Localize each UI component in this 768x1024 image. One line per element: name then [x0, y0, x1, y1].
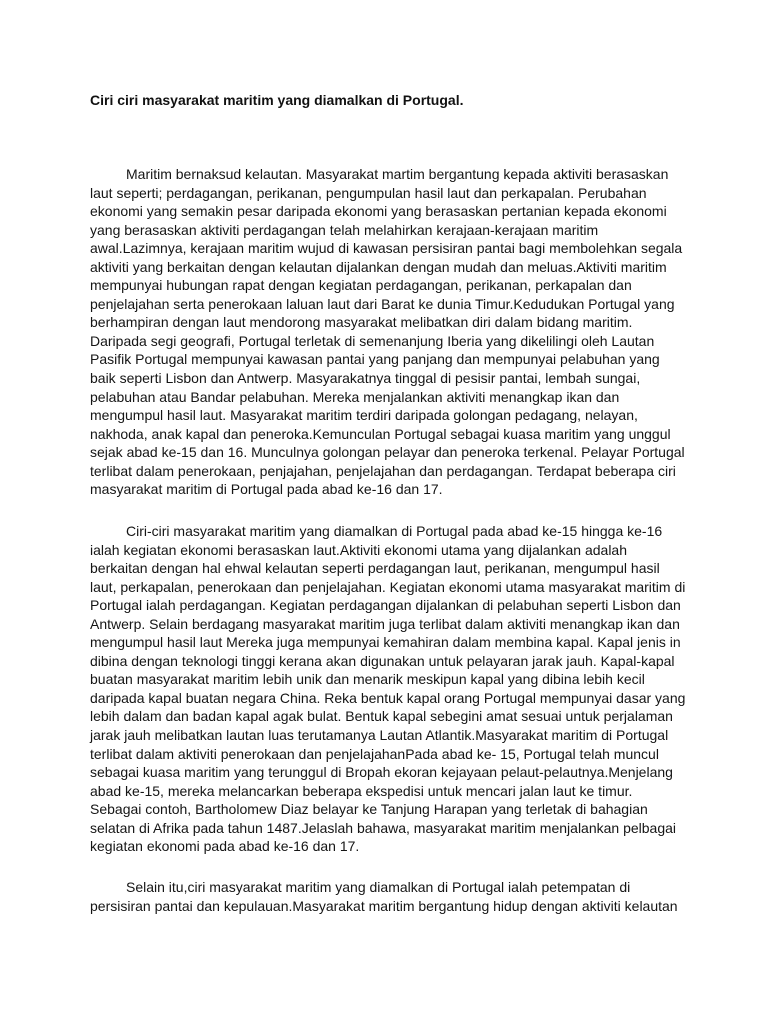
paragraph-1: [90, 165, 694, 499]
paragraph-line: mengumpul hasil laut Mereka juga mempunyai kemahiran dalam membina kapal. Kapal jenis in: [90, 634, 681, 651]
paragraph-line: aktiviti yang berkaitan dengan kelautan dijalankan dengan mudah dan meluas.Aktiviti maritim: [90, 258, 667, 275]
paragraph-line: laut, perkapalan, penerokaan dan penjelajahan. Kegiatan ekonomi utama masyarakat maritim di: [90, 578, 686, 595]
paragraph-line: Maritim bernaksud kelautan. Masyarakat martim bergantung kepada aktiviti berasaskan: [126, 166, 669, 182]
paragraph-line: buatan masyarakat maritim lebih unik dan menarik meskipun kapal yang dibina lebih kecil: [90, 671, 645, 688]
paragraph-line: Daripada segi geografi, Portugal terletak di semenanjung Iberia yang dikelilingi oleh Lautan: [90, 332, 655, 349]
paragraph-2: [90, 522, 694, 856]
paragraph-line: Selain itu,ciri masyarakat maritim yang diamalkan di Portugal ialah petempatan di: [126, 879, 631, 895]
paragraph-line: awal.Lazimnya, kerajaan maritim wujud di kawasan persisiran pantai bagi membolehkan segala: [90, 240, 683, 257]
paragraph-line: kegiatan ekonomi pada abad ke-16 dan 17.: [90, 838, 360, 855]
paragraph-line: masyarakat maritim di Portugal pada abad ke-16 dan 17.: [90, 481, 443, 498]
paragraph-line: Pasifik Portugal mempunyai kawasan pantai yang panjang dan mempunyai pelabuhan yang: [90, 351, 660, 368]
paragraph-line: berhampiran dengan laut mendorong masyarakat melibatkan diri dalam bidang maritim.: [90, 314, 633, 331]
paragraph-line: Antwerp. Selain berdagang masyarakat maritim juga terlibat dalam aktiviti menangkap ikan dan: [90, 615, 680, 632]
paragraph-line: penjelajahan serta penerokaan laluan laut dari Barat ke dunia Timur.Kedudukan Portugal yang: [90, 295, 675, 312]
paragraph-line: Ciri-ciri masyarakat maritim yang diamalkan di Portugal pada abad ke-15 hingga ke-16: [126, 523, 663, 539]
paragraph-line: nakhoda, anak kapal dan peneroka.Kemunculan Portugal sebagai kuasa maritim yang unggul: [90, 425, 671, 442]
paragraph-line: jarak jauh melibatkan lautan luas terutamanya Lautan Atlantik.Masyarakat maritim di Portugal: [90, 727, 669, 744]
paragraph-line: ialah kegiatan ekonomi berasaskan laut.Aktiviti ekonomi utama yang dijalankan adalah: [90, 541, 627, 558]
document-title: Ciri ciri masyarakat maritim yang diamalkan di Portugal.: [90, 92, 464, 108]
paragraph-line: yang berasaskan aktiviti perdagangan telah melahirkan kerajaan-kerajaan maritim: [90, 221, 599, 238]
paragraph-line: daripada kapal buatan negara China. Reka bentuk kapal orang Portugal mempunyai dasar yang: [90, 689, 686, 706]
paragraph-line: persisiran pantai dan kepulauan.Masyarakat maritim bergantung hidup dengan aktiviti kelautan: [90, 897, 678, 914]
paragraph-line: ekonomi yang semakin pesar daripada ekonomi yang berasaskan pertanian kepada ekonomi: [90, 203, 667, 220]
paragraph-line: sejak abad ke-15 dan 16. Munculnya golongan pelayar dan peneroka terkenal. Pelayar Portugal: [90, 444, 685, 461]
paragraph-3: [90, 878, 694, 915]
paragraph-line: Sebagai contoh, Bartholomew Diaz belayar ke Tanjung Harapan yang terletak di bahagian: [90, 801, 648, 818]
paragraph-line: terlibat dalam penerokaan, penjajahan, penjelajahan dan perdagangan. Terdapat beberapa ciri: [90, 462, 676, 479]
paragraph-line: sebagai kuasa maritim yang terunggul di Bropah ekoran kejayaan pelaut-pelautnya.Menjelang: [90, 764, 673, 781]
paragraph-line: lebih dalam dan badan kapal agak bulat. Bentuk kapal sebegini amat sesuai untuk perjalaman: [90, 708, 673, 725]
paragraph-line: pelabuhan atau Bandar pelabuhan. Mereka menjalankan aktiviti menangkap ikan dan: [90, 388, 620, 405]
paragraph-line: laut seperti; perdagangan, perikanan, pengumpulan hasil laut dan perkapalan. Perubahan: [90, 184, 647, 201]
paragraph-line: baik seperti Lisbon dan Antwerp. Masyarakatnya tinggal di pesisir pantai, lembah sungai,: [90, 370, 641, 387]
paragraph-line: abad ke-15, mereka melancarkan beberapa ekspedisi untuk mencari jalan laut ke timur.: [90, 782, 633, 799]
paragraph-line: selatan di Afrika pada tahun 1487.Jelaslah bahawa, masyarakat maritim menjalankan pelbagai: [90, 819, 677, 836]
paragraph-line: Portugal ialah perdagangan. Kegiatan perdagangan dijalankan di pelabuhan seperti Lisbon dan: [90, 597, 681, 614]
paragraph-line: dibina dengan teknologi tinggi kerana akan digunakan untuk pelayaran jarak jauh. Kapal-kapal: [90, 652, 675, 669]
paragraph-line: terlibat dalam aktiviti penerokaan dan penjelajahanPada abad ke- 15, Portugal telah muncul: [90, 745, 659, 762]
paragraph-line: mempunyai hubungan rapat dengan kegiatan perdagangan, perikanan, perkapalan dan: [90, 277, 632, 294]
paragraph-line: mengumpul hasil laut. Masyarakat maritim terdiri daripada golongan pedagang, nelayan,: [90, 407, 638, 424]
paragraph-line: berkaitan dengan hal ehwal kelautan seperti perdagangan laut, perikanan, mengumpul hasil: [90, 560, 660, 577]
